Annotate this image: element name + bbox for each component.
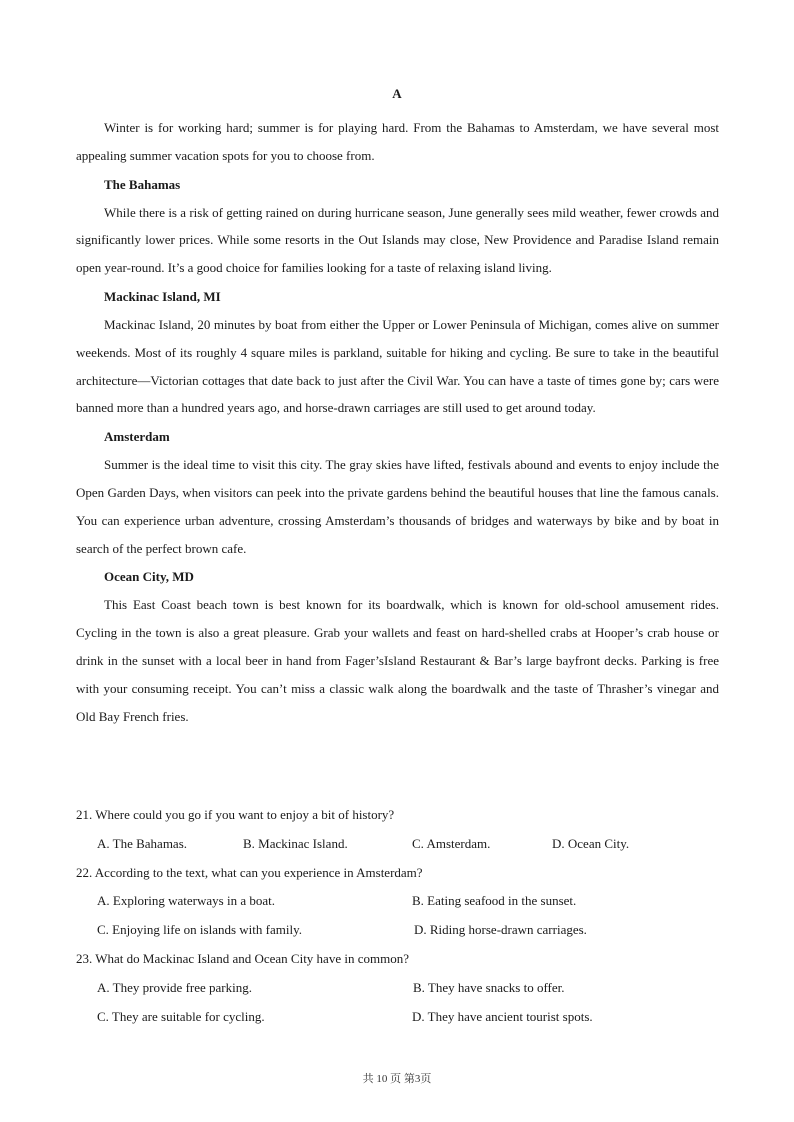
question-stem-21: 21. Where could you go if you want to enjoy a bit of history?: [76, 807, 395, 822]
place-heading-amsterdam: Amsterdam: [104, 429, 170, 445]
place-text-ocean-city: This East Coast beach town is best known for its boardwalk, which is known for old-school amusement rides. Cycling in the town is also a great pleasure. Grab your wallets and feast on hard-shelled crabs at Hooper’s crab house or drink in the sunset with a local beer in hand from Fager’sIsland Restaurant & Bar’s large bayfront decks. Parking is free with your consuming receipt. You can’t miss a classic walk along the boardwalk and the taste of Thrasher’s vinegar and Old Bay French fries.: [76, 597, 719, 724]
question-list: [76, 801, 736, 1031]
option-22-a[interactable]: A. Exploring waterways in a boat.: [97, 893, 275, 909]
option-row: [76, 887, 736, 916]
option-22-b[interactable]: B. Eating seafood in the sunset.: [412, 893, 577, 909]
page-footer: 共 10 页 第3页: [362, 1073, 432, 1085]
option-row: [76, 1003, 736, 1032]
place-text-bahamas: While there is a risk of getting rained on during hurricane season, June generally sees mild weather, fewer crowds and significantly lower prices. While some resorts in the Out Islands may close, New Providence and Paradise Island remain open year-round. It’s a good choice for families looking for a taste of relaxing island living.: [76, 204, 719, 276]
place-heading-ocean-city: Ocean City, MD: [104, 569, 194, 585]
section-title: A: [392, 86, 402, 101]
place-text-amsterdam: Summer is the ideal time to visit this city. The gray skies have lifted, festivals abound and events to enjoy include the Open Garden Days, when visitors can peek into the private gardens behind the beautiful houses that line the famous canals. You can experience urban adventure, crossing Amsterdam’s thousands of bridges and waterways by bike and by boat in search of the perfect brown cafe.: [76, 457, 719, 556]
option-21-c[interactable]: C. Amsterdam.: [412, 835, 491, 851]
intro-paragraph: Winter is for working hard; summer is for playing hard. From the Bahamas to Amsterdam, we have several most appealing summer vacation spots for you to choose from.: [76, 120, 719, 163]
place-heading-bahamas: The Bahamas: [104, 176, 181, 192]
option-row: [76, 974, 736, 1003]
option-21-b[interactable]: B. Mackinac Island.: [243, 835, 348, 851]
question-stem-23: 23. What do Mackinac Island and Ocean City have in common?: [76, 950, 409, 966]
reading-passage: [76, 114, 719, 730]
option-23-b[interactable]: B. They have snacks to offer.: [413, 979, 565, 995]
option-21-d[interactable]: D. Ocean City.: [552, 835, 630, 851]
option-23-c[interactable]: C. They are suitable for cycling.: [97, 1008, 265, 1024]
question-stem-22: 22. According to the text, what can you experience in Amsterdam?: [76, 864, 423, 880]
option-22-d[interactable]: D. Riding horse-drawn carriages.: [414, 922, 587, 938]
option-row: [76, 830, 736, 859]
option-23-a[interactable]: A. They provide free parking.: [97, 979, 252, 995]
option-21-a[interactable]: A. The Bahamas.: [97, 835, 188, 851]
option-23-d[interactable]: D. They have ancient tourist spots.: [412, 1008, 593, 1024]
place-heading-mackinac: Mackinac Island, MI: [104, 288, 221, 304]
option-22-c[interactable]: C. Enjoying life on islands with family.: [97, 922, 302, 938]
place-text-mackinac: Mackinac Island, 20 minutes by boat from either the Upper or Lower Peninsula of Michigan, comes alive on summer weekends. Most of its roughly 4 square miles is parkland, suitable for hiking and cycling. Be sure to take in the beautiful architecture—Victorian cottages that date back to just after the Civil War. You can have a taste of times gone by; cars were banned more than a hundred years ago, and horse-drawn carriages are still used to get around today.: [76, 316, 719, 416]
option-row: [76, 916, 736, 945]
